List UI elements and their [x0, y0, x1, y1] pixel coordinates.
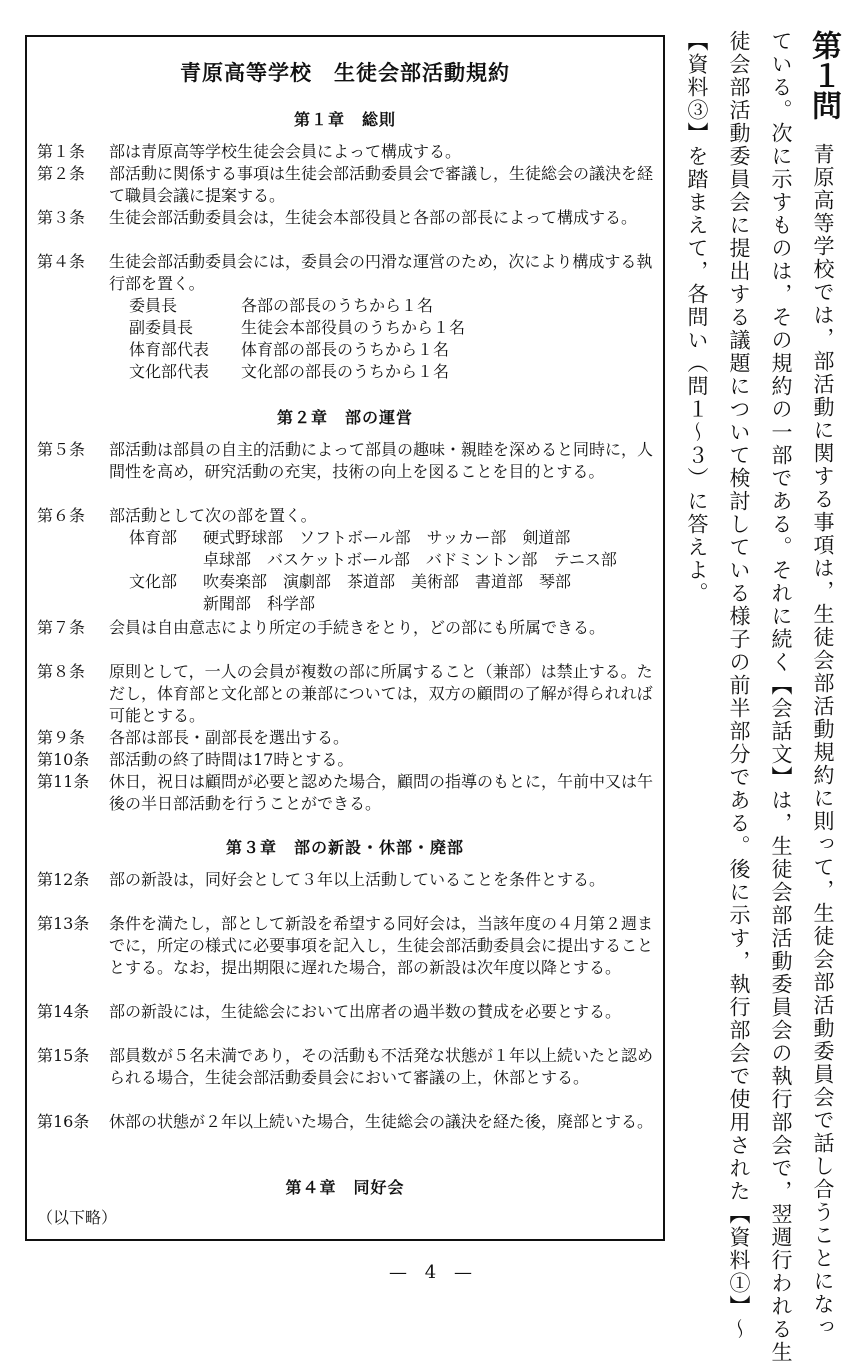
article-text: 部活動として次の部を置く。 — [109, 506, 317, 525]
role-name: 文化部代表 — [129, 362, 210, 381]
article-text: 生徒会部活動委員会は，生徒会本部役員と各部の部長によって構成する。 — [109, 208, 638, 227]
omitted-note: （以下略） — [37, 1208, 118, 1227]
page-number: — 4 — — [389, 1262, 478, 1283]
article-5 — [37, 439, 659, 483]
article-10 — [37, 749, 659, 771]
article-15 — [37, 1045, 659, 1089]
role-desc: 各部の部長のうちから１名 — [241, 296, 434, 315]
article-text: 部活動の終了時間は17時とする。 — [109, 750, 354, 769]
role-name: 委員長 — [129, 296, 178, 315]
club-names: 吹奏楽部 演劇部 茶道部 美術部 書道部 琴部 — [203, 572, 572, 591]
role-name: 副委員長 — [129, 318, 194, 337]
article-8 — [37, 661, 659, 727]
article-13 — [37, 913, 659, 979]
article-number: 第１条 — [37, 142, 86, 161]
article-text: 部活動は部員の自主的活動によって部員の趣味・親睦を深めると同時に，人間性を高め，研究活動の充実，技術の向上を図ることを目的とする。 — [109, 440, 654, 481]
article-number: 第９条 — [37, 728, 86, 747]
article-number: 第14条 — [37, 1002, 90, 1021]
article-number: 第10条 — [37, 750, 90, 769]
article-text: 部の新設は，同好会として３年以上活動していることを条件とする。 — [109, 870, 606, 889]
chapter-heading-2: 第２章 部の運営 — [276, 408, 413, 427]
article-text: 部の新設には，生徒総会において出席者の過半数の賛成を必要とする。 — [109, 1002, 622, 1021]
article-11 — [37, 771, 659, 815]
article-number: 第８条 — [37, 662, 86, 681]
chapter-heading-4: 第４章 同好会 — [285, 1178, 405, 1197]
role-row — [129, 295, 465, 317]
article-16 — [37, 1111, 659, 1133]
article-number: 第15条 — [37, 1046, 90, 1065]
club-category-culture: 文化部 — [129, 572, 178, 591]
article-text: 休部の状態が２年以上続いた場合，生徒総会の議決を経た後，廃部とする。 — [109, 1112, 654, 1131]
article-1 — [37, 141, 659, 163]
article-text: 休日，祝日は顧問が必要と認めた場合，顧問の指導のもとに，午前中又は午後の半日部活動を行うことができる。 — [109, 772, 654, 813]
article-number: 第12条 — [37, 870, 90, 889]
article-2 — [37, 163, 659, 207]
question-text: ている。次に示すものは，その規約の一部である。それに続く【会話文】は，生徒会部活動委員会の執行部会で，翌週行われる生 — [769, 30, 793, 1364]
article-3 — [37, 207, 659, 229]
question-column-4 — [680, 30, 714, 1250]
question-column-3 — [722, 30, 756, 1341]
article-number: 第３条 — [37, 208, 86, 227]
article-number: 第13条 — [37, 914, 90, 933]
question-column-1 — [806, 30, 841, 1339]
club-row — [129, 593, 617, 615]
role-desc: 体育部の部長のうちから１名 — [241, 340, 450, 359]
role-name: 体育部代表 — [129, 340, 210, 359]
article-text: 会員は自由意志により所定の手続きをとり，どの部にも所属できる。 — [109, 618, 606, 637]
article-text: 条件を満たし，部として新設を希望する同好会は，当該年度の４月第２週までに，所定の様式に必要事項を記入し，生徒会部活動委員会に提出することとする。なお，提出期限に遅れた場合，部の新設は次年度以降とする。 — [109, 914, 654, 977]
article-text: 部員数が５名未満であり，その活動も不活発な状態が１年以上続いたと認められる場合，生徒会部活動委員会において審議の上，休部とする。 — [109, 1046, 654, 1087]
chapter-heading-3: 第３章 部の新設・休部・廃部 — [225, 838, 464, 857]
question-text: 【資料③】を踏まえて，各問い（問１～３）に答えよ。 — [685, 30, 709, 605]
article-number: 第５条 — [37, 440, 86, 459]
article-12 — [37, 869, 659, 891]
club-list — [129, 527, 617, 615]
role-desc: 文化部の部長のうちから１名 — [241, 362, 450, 381]
article-number: 第７条 — [37, 618, 86, 637]
club-names: 新聞部 科学部 — [203, 594, 316, 613]
article-text: 部は青原高等学校生徒会会員によって構成する。 — [109, 142, 462, 161]
article-text: 各部は部長・副部長を選出する。 — [109, 728, 350, 747]
question-text: 徒会部活動委員会に提出する議題について検討している様子の前半部分である。後に示す，執行部会で使用された【資料①】～ — [727, 30, 751, 1341]
article-number: 第16条 — [37, 1112, 90, 1131]
article-text: 原則として，一人の会員が複数の部に所属すること（兼部）は禁止する。ただし，体育部と文化部との兼部については，双方の顧問の了解が得られれば可能とする。 — [109, 662, 653, 725]
executive-roles-list — [129, 295, 465, 383]
article-number: 第４条 — [37, 252, 86, 271]
article-7 — [37, 617, 659, 639]
article-4 — [37, 251, 659, 295]
club-row — [129, 549, 617, 571]
club-names: 卓球部 バスケットボール部 バドミントン部 テニス部 — [203, 550, 617, 569]
document-title: 青原高等学校 生徒会部活動規約 — [180, 61, 510, 85]
article-9 — [37, 727, 659, 749]
role-desc: 生徒会本部役員のうちから１名 — [241, 318, 466, 337]
role-row — [129, 317, 465, 339]
question-text: 青原高等学校では，部活動に関する事項は，生徒会部活動規約に則って，生徒会部活動委員会で話し合うことになっ — [811, 143, 835, 1339]
article-number: 第11条 — [37, 772, 90, 791]
article-number: 第６条 — [37, 506, 86, 525]
article-number: 第２条 — [37, 164, 86, 183]
article-text: 部活動に関係する事項は生徒会部活動委員会で審議し，生徒総会の議決を経て職員会議に提案する。 — [109, 164, 654, 205]
article-14 — [37, 1001, 659, 1023]
club-row — [129, 527, 617, 549]
question-column-2 — [764, 30, 798, 1364]
article-text: 生徒会部活動委員会には，委員会の円滑な運営のため，次により構成する執行部を置く。 — [109, 252, 653, 293]
role-row — [129, 339, 465, 361]
role-row — [129, 361, 465, 383]
chapter-heading-1: 第１章 総則 — [293, 110, 396, 129]
club-category-sports: 体育部 — [129, 528, 178, 547]
club-row — [129, 571, 617, 593]
regulations-box — [25, 35, 665, 1241]
article-6 — [37, 505, 659, 527]
club-names: 硬式野球部 ソフトボール部 サッカー部 剣道部 — [203, 528, 571, 547]
question-label: 第１問 — [806, 30, 841, 120]
